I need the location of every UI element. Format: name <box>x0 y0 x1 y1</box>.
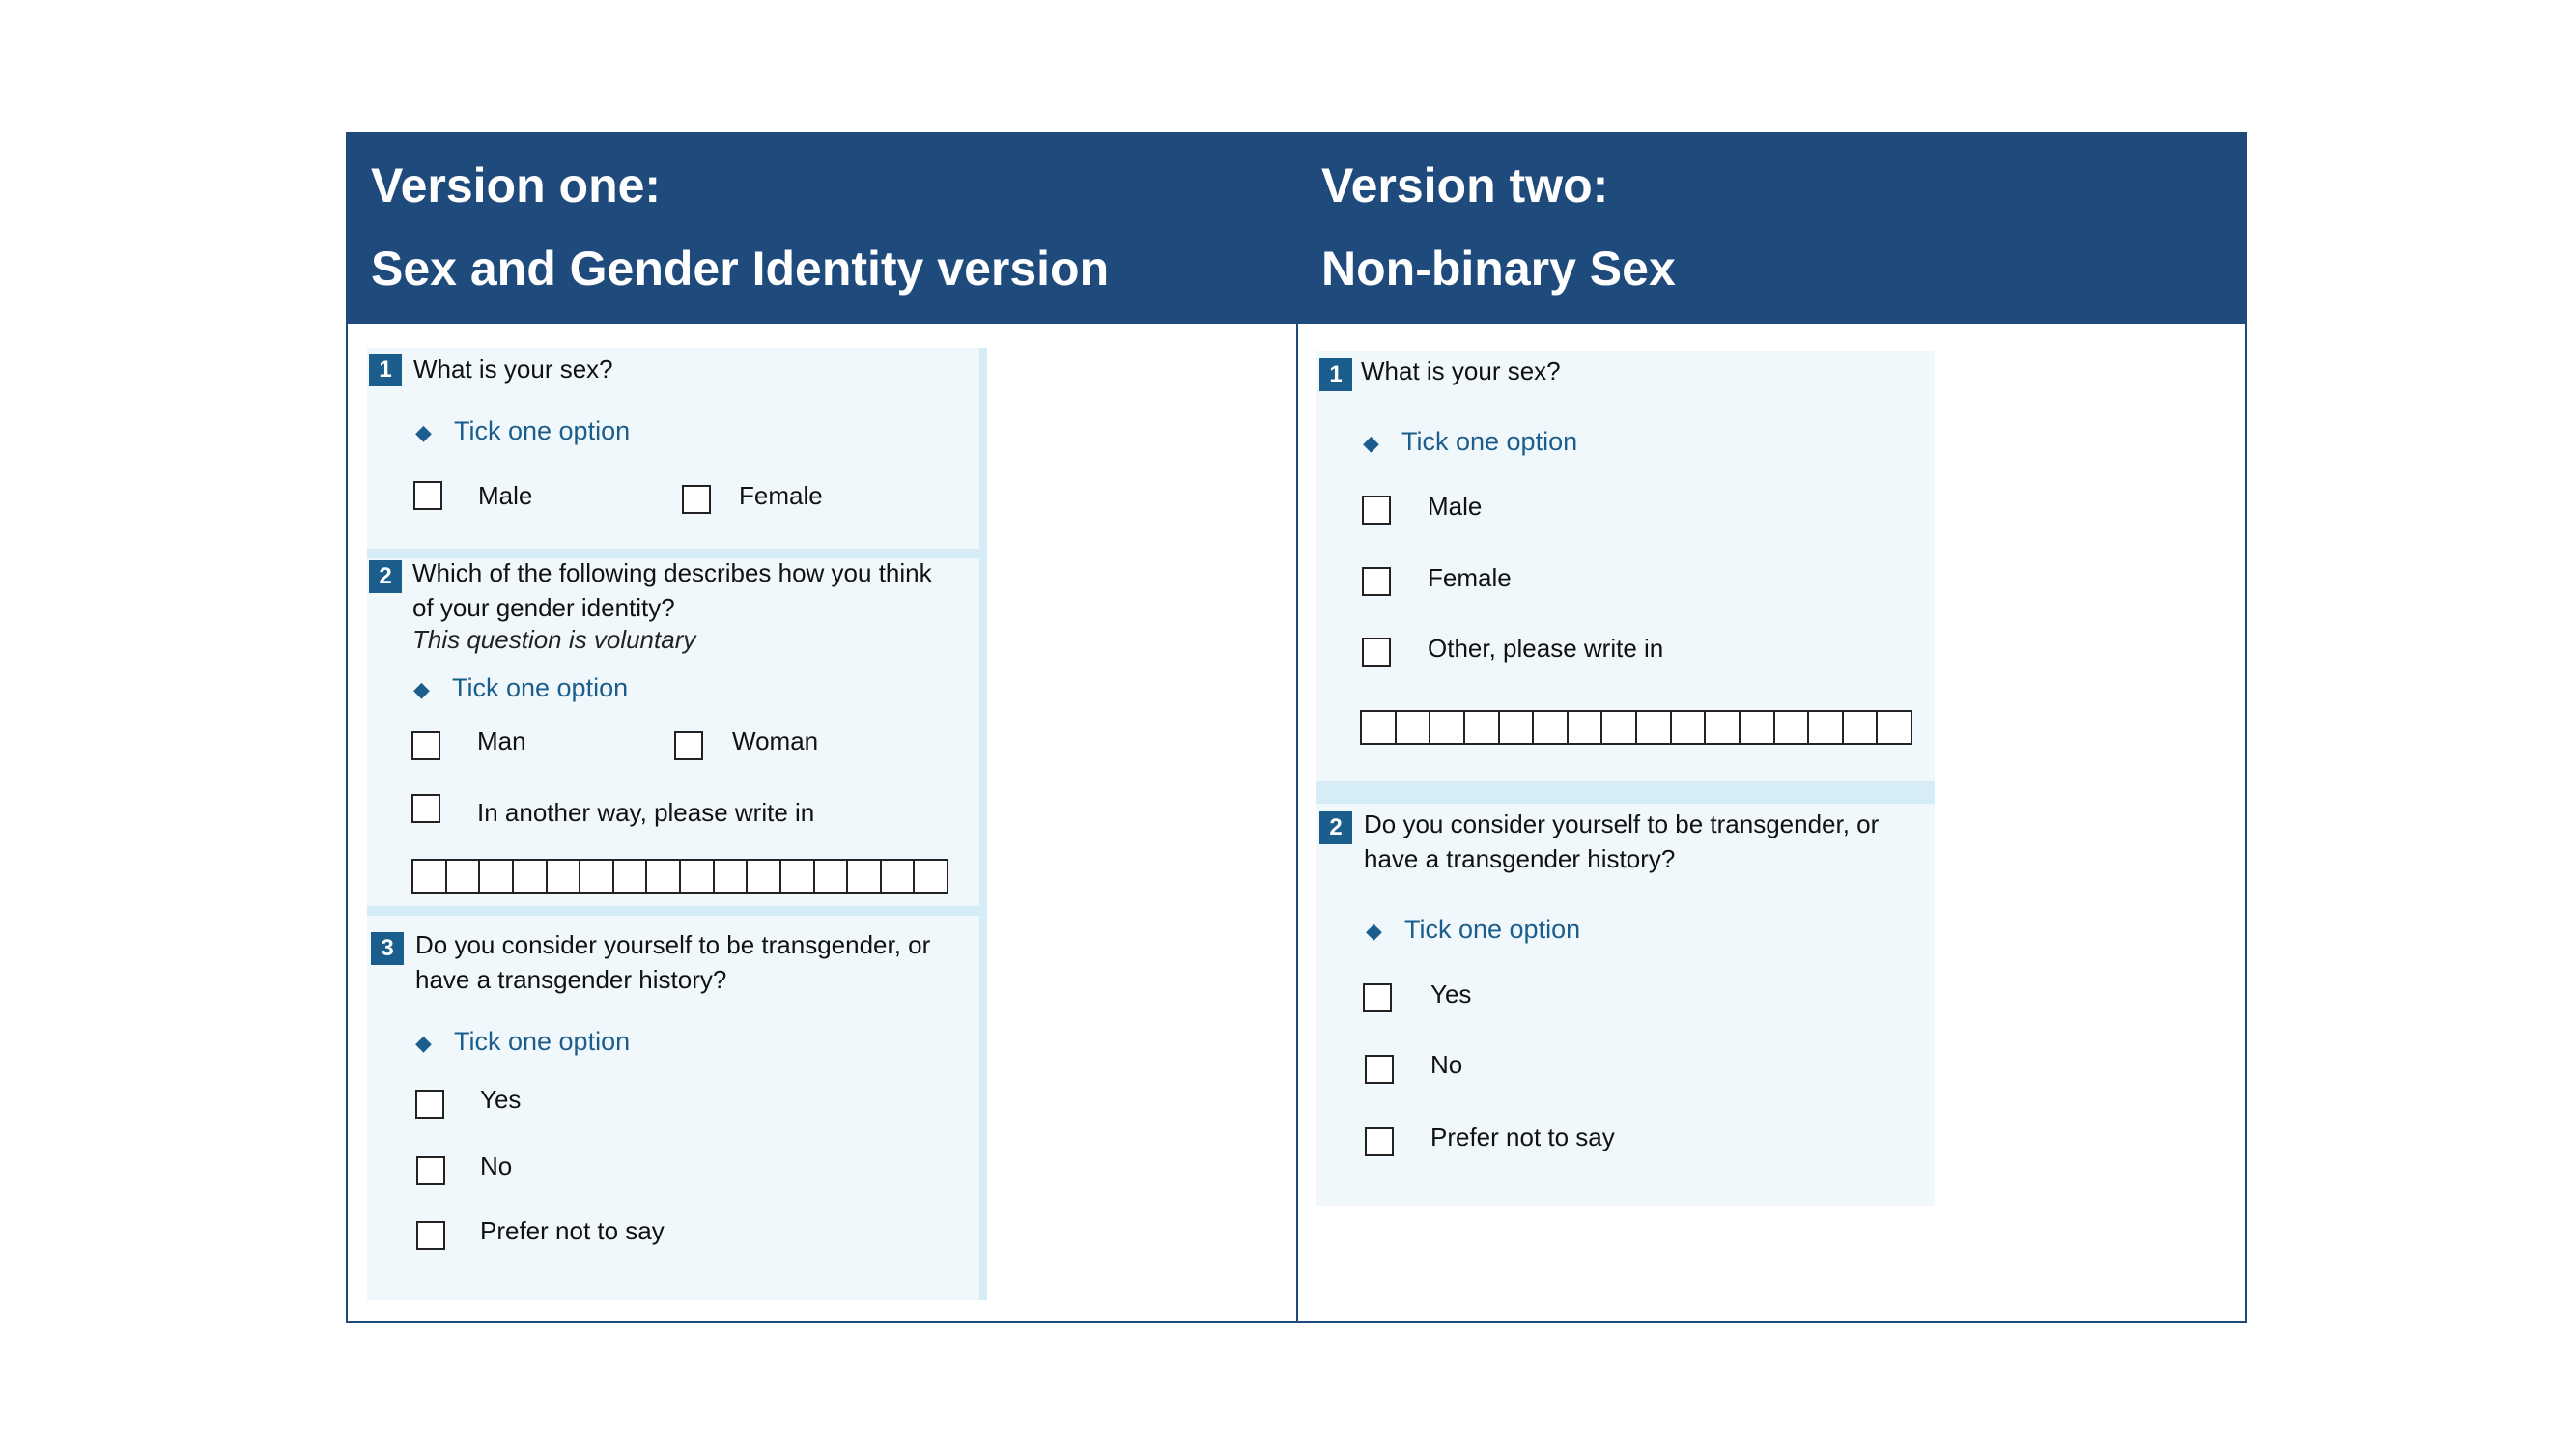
instruction <box>415 1027 630 1057</box>
diamond-icon: ◆ <box>1366 919 1382 943</box>
instruction <box>413 673 628 703</box>
version-two-header <box>1298 134 2245 324</box>
question-number: 1 <box>369 354 402 386</box>
question-text: What is your sex? <box>1361 356 1561 385</box>
checkbox-man[interactable] <box>411 731 440 760</box>
option-another-way: In another way, please write in <box>477 798 815 827</box>
checkbox-prefer-not[interactable] <box>1365 1127 1394 1156</box>
question-number: 2 <box>369 560 402 593</box>
checkbox-male[interactable] <box>413 481 442 510</box>
instruction-text: Tick one option <box>454 416 631 445</box>
option-prefer-not: Prefer not to say <box>1430 1122 1615 1151</box>
option-man: Man <box>477 726 526 755</box>
checkbox-other[interactable] <box>1362 638 1391 667</box>
checkbox-no[interactable] <box>1365 1055 1394 1084</box>
question-separator <box>1316 781 1935 804</box>
diamond-icon: ◆ <box>413 677 430 701</box>
option-no: No <box>480 1151 513 1180</box>
version-one-title: Version one: <box>371 158 662 213</box>
instruction <box>415 416 630 446</box>
diamond-icon: ◆ <box>1363 431 1379 455</box>
checkbox-no[interactable] <box>416 1156 445 1185</box>
option-yes: Yes <box>480 1085 522 1114</box>
question-text: What is your sex? <box>413 355 613 384</box>
panel-edge <box>979 348 987 1300</box>
diamond-icon: ◆ <box>415 1031 432 1055</box>
question-text-line1: Which of the following describes how you think <box>412 558 932 587</box>
question-number: 1 <box>1319 358 1352 391</box>
version-two-panel <box>1316 351 1935 1206</box>
option-other: Other, please write in <box>1428 634 1664 663</box>
checkbox-prefer-not[interactable] <box>416 1221 445 1250</box>
instruction <box>1363 427 1577 457</box>
option-female: Female <box>739 481 823 510</box>
checkbox-female[interactable] <box>682 485 711 514</box>
checkbox-woman[interactable] <box>674 731 703 760</box>
option-woman: Woman <box>732 726 819 755</box>
checkbox-another-way[interactable] <box>411 794 440 823</box>
write-in-field[interactable] <box>1360 710 1912 745</box>
version-one-subtitle: Sex and Gender Identity version <box>371 242 1110 296</box>
version-two-title: Version two: <box>1321 158 1609 213</box>
voluntary-note: This question is voluntary <box>412 625 696 654</box>
question-text-line2: have a transgender history? <box>415 965 727 994</box>
instruction-text: Tick one option <box>454 1027 631 1056</box>
column-divider <box>1296 134 1298 1321</box>
instruction-text: Tick one option <box>452 673 629 702</box>
option-male: Male <box>478 481 533 510</box>
instruction <box>1366 915 1580 945</box>
instruction-text: Tick one option <box>1401 427 1578 456</box>
diamond-icon: ◆ <box>415 420 432 444</box>
option-prefer-not: Prefer not to say <box>480 1216 665 1245</box>
question-text-line1: Do you consider yourself to be transgender, or <box>415 930 931 959</box>
question-number: 3 <box>371 932 404 965</box>
checkbox-yes[interactable] <box>415 1090 444 1119</box>
question-text-line1: Do you consider yourself to be transgender, or <box>1364 810 1880 838</box>
checkbox-female[interactable] <box>1362 567 1391 596</box>
version-one-header <box>348 134 1296 324</box>
instruction-text: Tick one option <box>1404 915 1581 944</box>
option-no: No <box>1430 1050 1463 1079</box>
option-female: Female <box>1428 563 1512 592</box>
question-number: 2 <box>1319 811 1352 844</box>
question-text-line2: have a transgender history? <box>1364 844 1676 873</box>
version-two-subtitle: Non-binary Sex <box>1321 242 1676 296</box>
option-male: Male <box>1428 492 1483 521</box>
checkbox-yes[interactable] <box>1363 983 1392 1012</box>
write-in-field[interactable] <box>411 859 948 894</box>
option-yes: Yes <box>1430 980 1472 1009</box>
question-text-line2: of your gender identity? <box>412 593 675 622</box>
question-separator <box>367 906 985 916</box>
checkbox-male[interactable] <box>1362 496 1391 525</box>
